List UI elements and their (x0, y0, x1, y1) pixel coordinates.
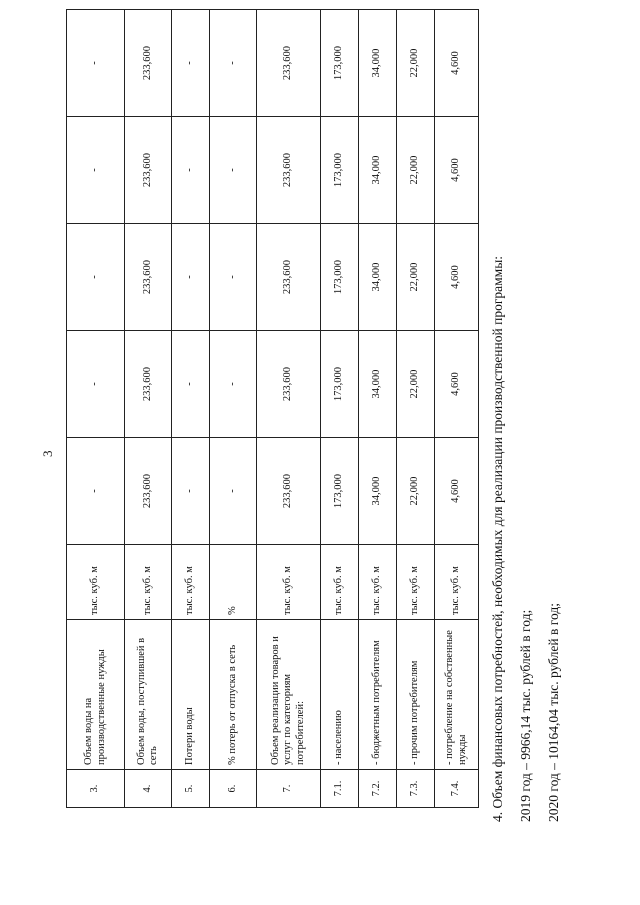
value-cell: 233,600 (257, 117, 321, 224)
financial-needs-section (484, 256, 568, 822)
value-cell: 173,000 (321, 331, 359, 438)
unit-cell: тыс. куб. м (359, 545, 397, 620)
row-number-cell: 5. (172, 770, 210, 808)
unit-cell: % (210, 545, 257, 620)
table-row (125, 10, 172, 808)
value-cell: - (210, 438, 257, 545)
indicator-name-cell: % потерь от отпуска в сеть (210, 620, 257, 770)
value-cell: 173,000 (321, 117, 359, 224)
value-cell: 22,000 (397, 438, 435, 545)
row-number-cell: 7.1. (321, 770, 359, 808)
value-cell: 233,600 (125, 117, 172, 224)
table-row (359, 10, 397, 808)
page-number: 3 (40, 450, 55, 457)
row-number-cell: 7.4. (435, 770, 479, 808)
unit-cell: тыс. куб. м (257, 545, 321, 620)
value-cell: 34,000 (359, 224, 397, 331)
value-cell: 233,600 (125, 438, 172, 545)
production-program-table (66, 9, 479, 808)
value-cell: 22,000 (397, 331, 435, 438)
value-cell: - (67, 331, 125, 438)
row-number-cell: 7.2. (359, 770, 397, 808)
value-cell: 233,600 (257, 438, 321, 545)
indicator-name-cell: - населению (321, 620, 359, 770)
indicator-name-cell: Потери воды (172, 620, 210, 770)
value-cell: - (67, 224, 125, 331)
value-cell: 173,000 (321, 438, 359, 545)
value-cell: - (172, 117, 210, 224)
value-cell: - (67, 117, 125, 224)
value-cell: 34,000 (359, 438, 397, 545)
financial-needs-line: 2019 год – 9966,14 тыс. рублей в год; (518, 609, 533, 822)
value-cell: 4,600 (435, 438, 479, 545)
value-cell: 22,000 (397, 10, 435, 117)
value-cell: - (172, 331, 210, 438)
value-cell: 4,600 (435, 331, 479, 438)
financial-needs-line: 2020 год – 10164,04 тыс. рублей в год; (546, 603, 561, 822)
value-cell: 34,000 (359, 331, 397, 438)
indicator-name-cell: Объем воды на производственные нужды (67, 620, 125, 770)
value-cell: 233,600 (257, 10, 321, 117)
value-cell: 4,600 (435, 10, 479, 117)
value-cell: 34,000 (359, 10, 397, 117)
value-cell: - (210, 10, 257, 117)
row-number-cell: 4. (125, 770, 172, 808)
value-cell: 233,600 (125, 10, 172, 117)
value-cell: - (210, 331, 257, 438)
value-cell: - (67, 10, 125, 117)
value-cell: 22,000 (397, 224, 435, 331)
unit-cell: тыс. куб. м (321, 545, 359, 620)
value-cell: 233,600 (257, 224, 321, 331)
table-row (210, 10, 257, 808)
table-row (321, 10, 359, 808)
value-cell: - (210, 117, 257, 224)
row-number-cell: 7. (257, 770, 321, 808)
unit-cell: тыс. куб. м (172, 545, 210, 620)
value-cell: 173,000 (321, 224, 359, 331)
unit-cell: тыс. куб. м (397, 545, 435, 620)
indicator-name-cell: - прочим потребителям (397, 620, 435, 770)
value-cell: 173,000 (321, 10, 359, 117)
indicator-name-cell: - бюджетным потребителям (359, 620, 397, 770)
value-cell: 4,600 (435, 117, 479, 224)
unit-cell: тыс. куб. м (125, 545, 172, 620)
indicator-name-cell: - потребление на собственные нужды (435, 620, 479, 770)
table-row (257, 10, 321, 808)
table-row (435, 10, 479, 808)
financial-needs-heading: 4. Объем финансовых потребностей, необходимых для реализации производственной программы: (490, 255, 505, 822)
value-cell: 34,000 (359, 117, 397, 224)
table-row (172, 10, 210, 808)
value-cell: - (172, 10, 210, 117)
value-cell: 233,600 (257, 331, 321, 438)
unit-cell: тыс. куб. м (67, 545, 125, 620)
indicator-name-cell: Объем воды, поступившей в сеть (125, 620, 172, 770)
row-number-cell: 3. (67, 770, 125, 808)
row-number-cell: 6. (210, 770, 257, 808)
row-number-cell: 7.3. (397, 770, 435, 808)
value-cell: - (67, 438, 125, 545)
value-cell: 233,600 (125, 331, 172, 438)
table-row (67, 10, 125, 808)
value-cell: 233,600 (125, 224, 172, 331)
table-row (397, 10, 435, 808)
value-cell: - (172, 224, 210, 331)
indicator-name-cell: Объем реализации товаров и услуг по категориям потребителей: (257, 620, 321, 770)
value-cell: - (210, 224, 257, 331)
value-cell: 4,600 (435, 224, 479, 331)
unit-cell: тыс. куб. м (435, 545, 479, 620)
value-cell: - (172, 438, 210, 545)
value-cell: 22,000 (397, 117, 435, 224)
